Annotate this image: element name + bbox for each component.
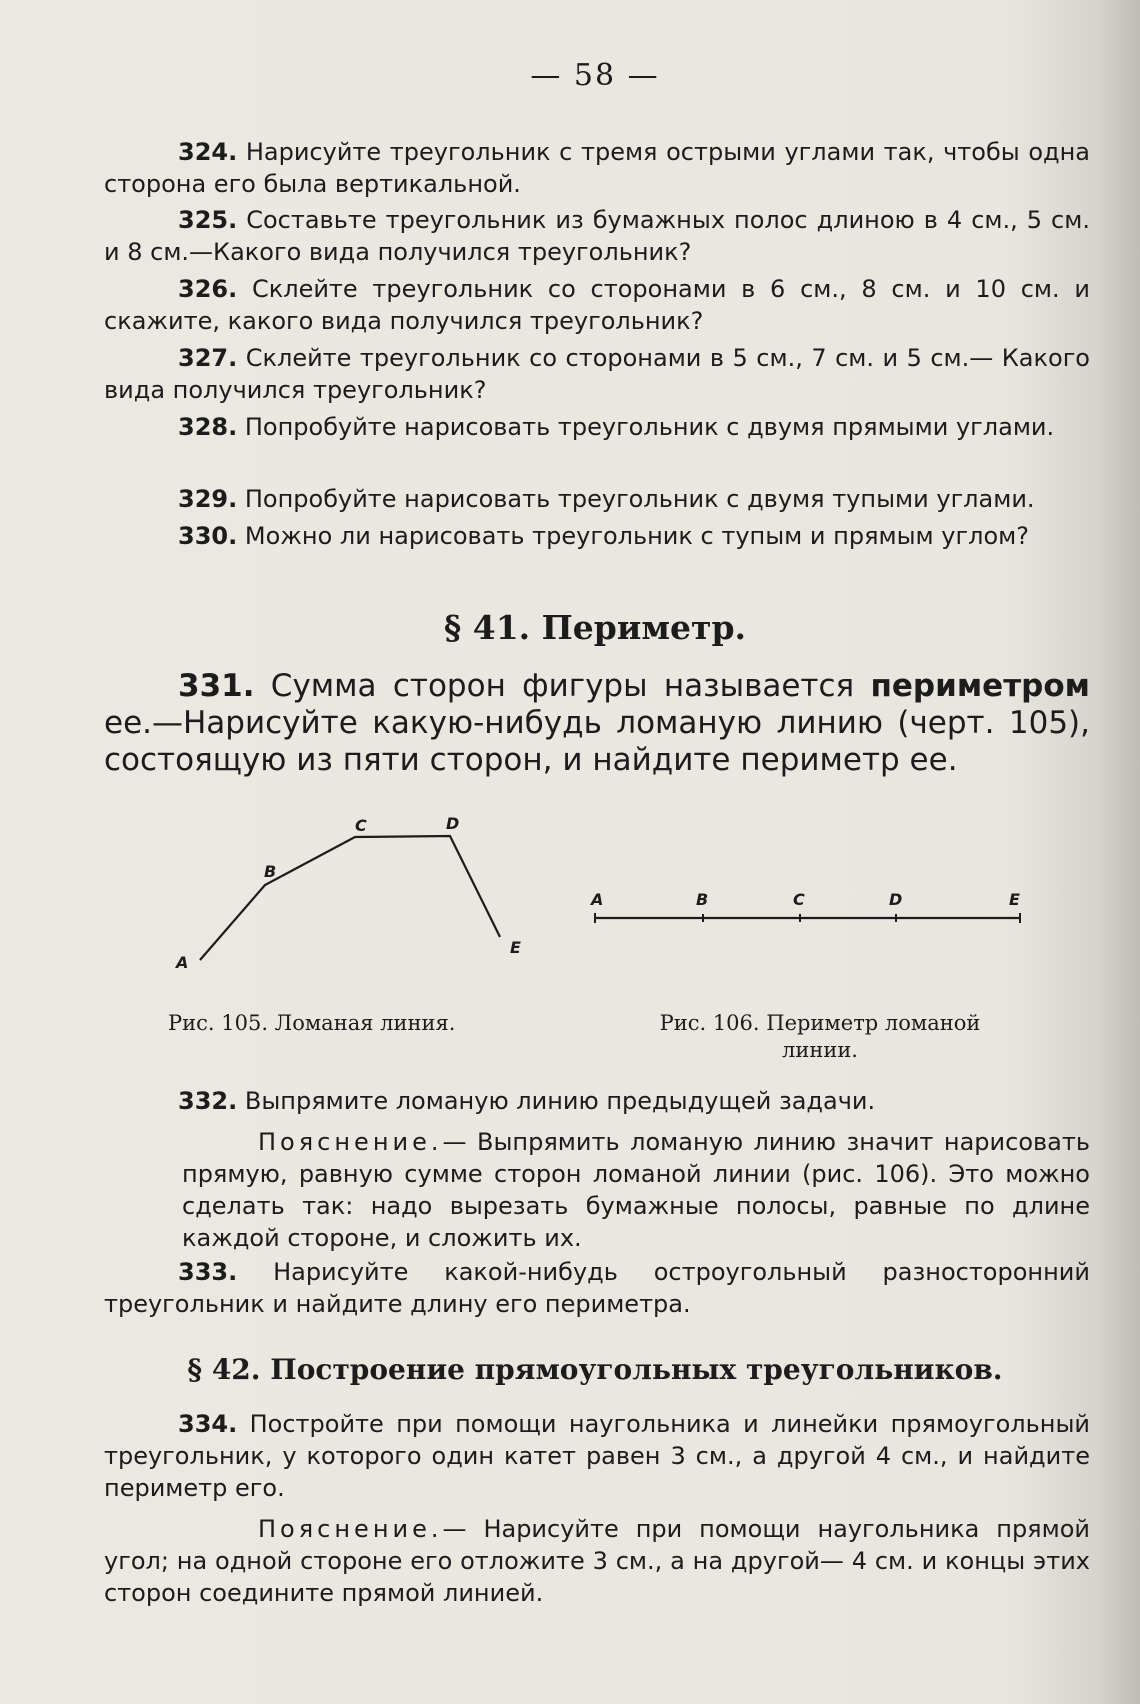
point-label: D [446,814,460,833]
problem-324 [104,136,1090,200]
note-text: — Нарисуйте при помощи наугольника прямой угол; на одной стороне его отложите 3 см., а на другой— 4 см. и концы этих сторон соедините прямой линией. [104,1515,1090,1607]
section-heading: § 41. Периметр. [443,608,747,647]
note-text: — Выпрямить ломаную линию значит нарисовать прямую, равную сумме сторон ломаной линии (рис. 106). Это можно сделать так: надо вырезать бумажные полосы, равные по длине каждой стороне, и сложить их. [182,1128,1090,1252]
problem-333 [104,1256,1090,1320]
note-label: Пояснение. [258,1128,443,1156]
note-label: Пояснение. [258,1515,443,1543]
problem-334 [104,1408,1090,1504]
problem-332 [104,1085,1090,1117]
point-label: C [793,890,805,909]
problem-text: Нарисуйте треугольник с тремя острыми углами так, чтобы одна сторона его была вертикальной. [104,138,1090,198]
broken-line-drawing [170,805,550,985]
problem-number: 331. [178,668,255,704]
problem-number: 325. [178,206,238,234]
problem-text: Можно ли нарисовать треугольник с тупым и прямым углом? [244,522,1029,550]
problem-text: Нарисуйте какой-нибудь остроугольный разносторонний треугольник и найдите длину его периметра. [104,1258,1090,1318]
problem-text-continued: ее.—Нарисуйте какую-нибудь ломаную линию (черт. 105), состоящую из пяти сторон, и найдите периметр ее. [104,705,1090,778]
problem-331 [104,668,1090,779]
section-heading: § 42. Построение прямоугольных треугольников. [187,1353,1003,1386]
problem-327 [104,342,1090,406]
problem-text: Попробуйте нарисовать треугольник с двумя прямыми углами. [244,413,1055,441]
problem-number: 327. [178,344,238,372]
problem-number: 332. [178,1087,238,1115]
term-perimeter: периметром [870,668,1090,704]
problem-number: 330. [178,522,238,550]
point-label: A [591,890,604,909]
caption-line: линии. [781,1038,858,1062]
problem-text: Попробуйте нарисовать треугольник с двумя тупыми углами. [244,485,1035,513]
problem-329 [104,483,1090,515]
caption-line: Рис. 106. Периметр ломаной [659,1011,981,1035]
problem-number: 326. [178,275,238,303]
figure-105 [170,805,550,985]
problem-text: Постройте при помощи наугольника и линейки прямоугольный треугольник, у которого один катет равен 3 см., а другой 4 см., и найдите периметр его. [104,1410,1090,1502]
problem-text: Выпрямите ломаную линию предыдущей задачи. [244,1087,876,1115]
page-number: — 58 — [530,58,660,93]
problem-326 [104,273,1090,337]
straight-line-drawing [585,880,1025,930]
point-label: C [355,816,367,835]
problem-text: Составьте треугольник из бумажных полос длиною в 4 см., 5 см. и 8 см.—Какого вида получился треугольник? [104,206,1090,266]
problem-text: Склейте треугольник со сторонами в 5 см., 7 см. и 5 см.— Какого вида получился треугольник? [104,344,1090,404]
problem-number: 334. [178,1410,238,1438]
caption-fig-106 [630,1010,1010,1064]
problem-330 [104,520,1090,552]
figure-106 [585,880,1025,930]
point-label: E [510,938,521,957]
point-label: B [264,862,277,881]
point-label: A [176,953,189,972]
problem-number: 328. [178,413,238,441]
problem-number: 329. [178,485,238,513]
point-label: D [889,890,903,909]
problem-328 [104,411,1090,443]
problem-325 [104,204,1090,268]
note-332 [182,1126,1090,1254]
broken-line [200,836,500,960]
caption-fig-105: Рис. 105. Ломаная линия. [168,1011,456,1035]
note-334 [104,1513,1090,1609]
point-label: E [1009,890,1020,909]
problem-number: 324. [178,138,238,166]
point-label: B [696,890,709,909]
problem-text: Склейте треугольник со сторонами в 6 см., 8 см. и 10 см. и скажите, какого вида получился треугольник? [104,275,1090,335]
problem-text: Сумма сторон фигуры называется [270,668,855,704]
problem-number: 333. [178,1258,238,1286]
